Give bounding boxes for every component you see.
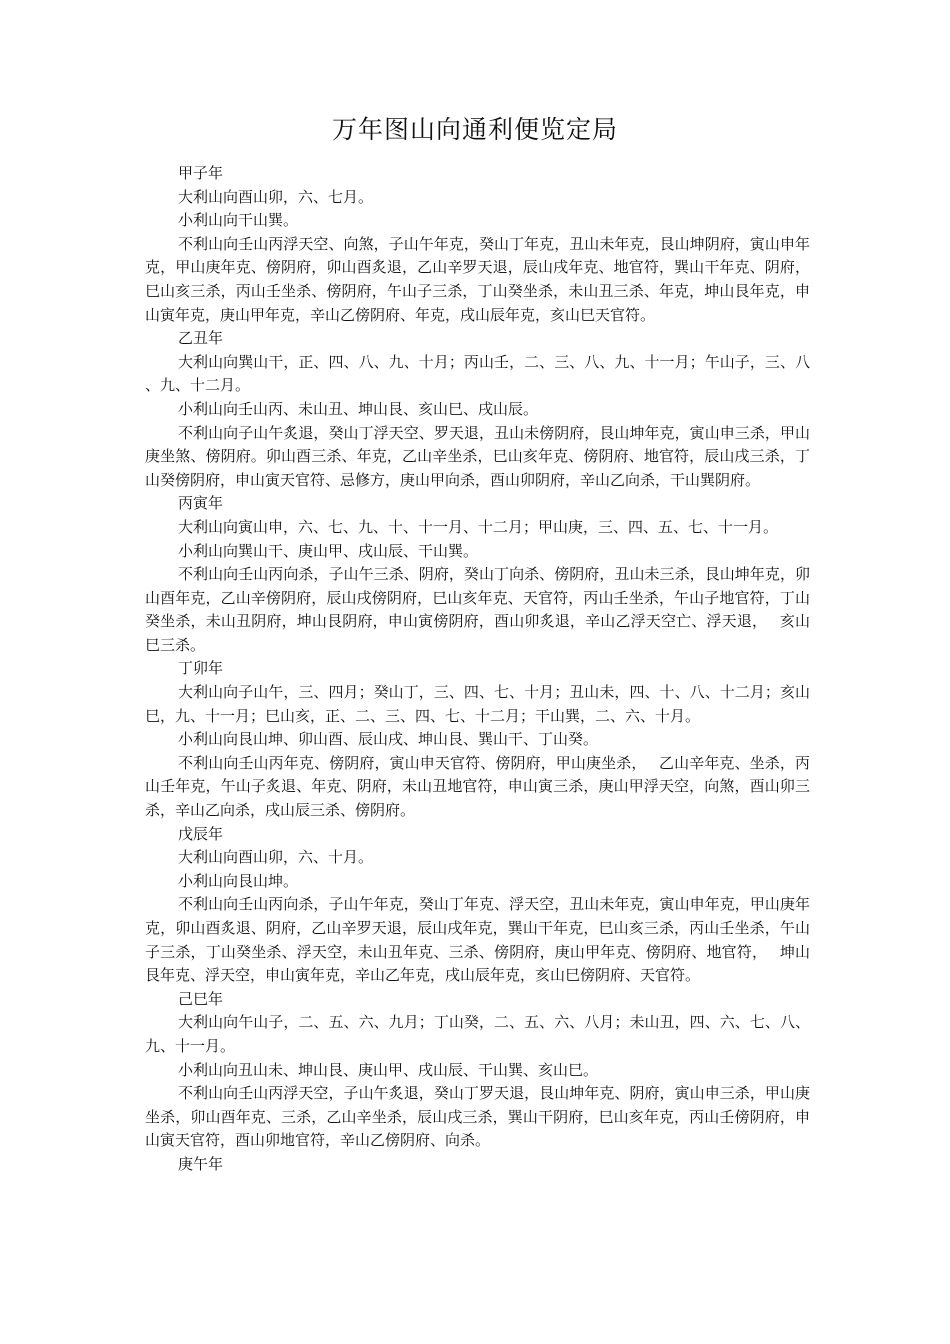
paragraph: 小利山向艮山坤。 (178, 871, 299, 890)
paragraph: 不利山向子山午炙退，癸山丁浮天空、罗天退，丑山未傍阴府，艮山坤年克，寅山申三杀，甲山庚坐煞、傍阴府。卯山酉三杀、年克，乙山辛坐杀，巳山亥年克、傍阴府、地官符，辰山戌三杀，丁山癸傍阴府，申山寅天官符、忌修方，庚山甲向杀，酉山卯阴府，辛山乙向杀，干山巽阴府。 (145, 423, 810, 489)
document-title: 万年图山向通利便览定局 (331, 115, 618, 144)
paragraph: 庚午年 (178, 1154, 224, 1173)
paragraph: 小利山向丑山未、坤山艮、庚山甲、戌山辰、干山巽、亥山巳。 (178, 1060, 599, 1079)
paragraph: 大利山向酉山卯，六、七月。 (178, 187, 374, 206)
paragraph: 不利山向壬山丙向杀，子山午年克，癸山丁年克、浮天空，丑山未年克，寅山申年克，甲山庚年克，卯山酉炙退、阴府，乙山辛罗天退，辰山戌年克，巽山干年克，巳山亥三杀，丙山壬坐杀，午山子三杀，丁山癸坐杀、浮天空，未山丑年克、三杀、傍阴府，庚山甲年克、傍阴府、地官符， 坤山艮年克、浮天空，申山寅年克，辛山乙年克，戌山辰年克，亥山巳傍阴府、天官符。 (145, 895, 810, 985)
paragraph: 戊辰年 (178, 824, 224, 843)
paragraph: 丁卯年 (178, 659, 224, 678)
paragraph: 小利山向干山巽。 (178, 211, 299, 230)
paragraph: 乙丑年 (178, 329, 224, 348)
paragraph: 小利山向巽山干、庚山甲、戌山辰、干山巽。 (178, 541, 479, 560)
paragraph: 大利山向巽山干，正、四、八、九、十月；丙山壬，二、三、八、九、十一月；午山子，三、八、九、十二月。 (145, 352, 810, 395)
paragraph: 大利山向寅山申，六、七、九、十、十一月、十二月；甲山庚，三、四、五、七、十一月。 (178, 517, 779, 536)
paragraph: 甲子年 (178, 164, 224, 182)
paragraph: 不利山向壬山丙浮天空、向煞，子山午年克，癸山丁年克，丑山未年克，艮山坤阴府，寅山申年克，甲山庚年克、傍阴府，卯山酉炙退，乙山辛罗天退，辰山戌年克、地官符，巽山干年克、阴府，巳山亥三杀，丙山壬坐杀、傍阴府，午山子三杀，丁山癸坐杀，未山丑三杀、年克，坤山艮年克，申山寅年克，庚山甲年克，辛山乙傍阴府、年克，戌山辰年克，亥山巳天官符。 (145, 234, 810, 324)
paragraph: 不利山向壬山丙浮天空，子山午炙退，癸山丁罗天退，艮山坤年克、阴府，寅山申三杀，甲山庚坐杀，卯山酉年克、三杀，乙山辛坐杀，辰山戌三杀，巽山干阴府，巳山亥年克，丙山壬傍阴府，申山寅天官符，酉山卯地官符，辛山乙傍阴府、向杀。 (145, 1084, 810, 1150)
paragraph: 小利山向壬山丙、未山丑、坤山艮、亥山巳、戌山辰。 (178, 399, 539, 418)
document-body (145, 162, 810, 1177)
paragraph: 丙寅年 (178, 494, 224, 513)
paragraph: 小利山向艮山坤、卯山酉、辰山戌、坤山艮、巽山干、丁山癸。 (178, 730, 599, 749)
paragraph: 己巳年 (178, 989, 224, 1008)
paragraph: 大利山向酉山卯，六、十月。 (178, 848, 374, 867)
paragraph: 不利山向壬山丙向杀，子山午三杀、阴府，癸山丁向杀、傍阴府，丑山未三杀，艮山坤年克，卯山酉年克，乙山辛傍阴府，辰山戌傍阴府，巳山亥年克、天官符，丙山壬坐杀，午山子地官符，丁山癸坐杀，未山丑阴府，坤山艮阴府，申山寅傍阴府，酉山卯炙退，辛山乙浮天空亡、浮天退， 亥山巳三杀。 (145, 565, 810, 654)
paragraph: 不利山向壬山丙年克、傍阴府，寅山申天官符、傍阴府，甲山庚坐杀， 乙山辛年克、坐杀，丙山壬年克，午山子炙退、年克、阴府，未山丑地官符，申山寅三杀，庚山甲浮天空，向煞，酉山卯三杀，辛山乙向杀，戌山辰三杀、傍阴府。 (145, 753, 810, 820)
paragraph: 大利山向子山午，三、四月；癸山丁，三、四、七、十月；丑山未，四、十、八、十二月；亥山巳，九、十一月；巳山亥，正、二、三、四、七、十二月；干山巽，二、六、十月。 (145, 683, 810, 725)
paragraph: 大利山向午山子，二、五、六、九月；丁山癸，二、五、六、八月；未山丑，四、六、七、八、九、十一月。 (145, 1013, 810, 1055)
